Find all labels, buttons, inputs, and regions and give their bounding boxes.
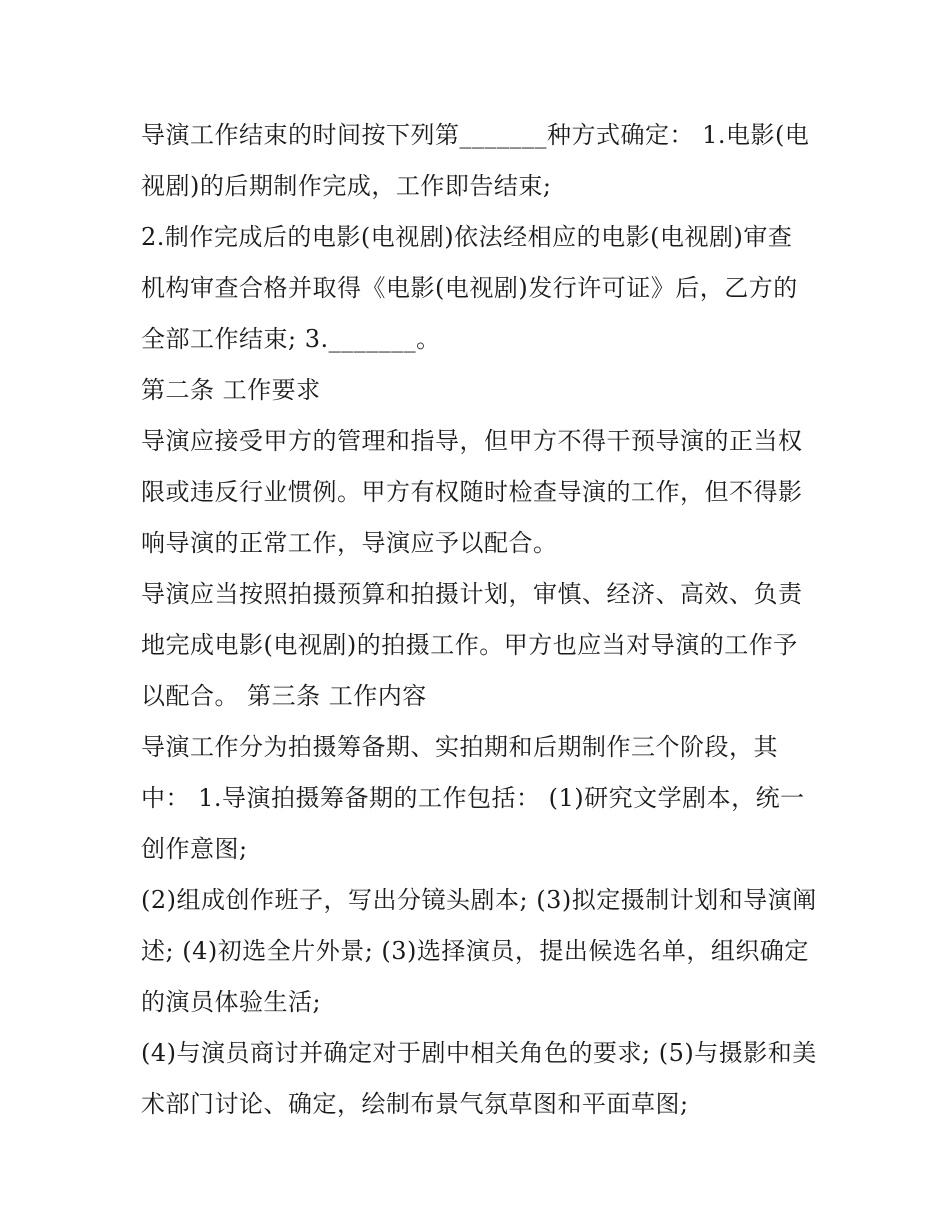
text-line: 响导演的正常工作，导演应予以配合。 xyxy=(141,529,558,557)
text-line: 术部门讨论、确定，绘制布景气氛草图和平面草图; xyxy=(141,1090,689,1118)
text-line: 2.制作完成后的电影(电视剧)依法经相应的电影(电视剧)审查 xyxy=(141,223,793,251)
text-line: 导演应接受甲方的管理和指导，但甲方不得干预导演的正当权 xyxy=(141,427,803,455)
text-line: 全部工作结束; 3._______。 xyxy=(141,325,441,353)
text-line: 中： 1.导演拍摄筹备期的工作包括： (1)研究文学剧本，统一 xyxy=(141,784,805,812)
text-line: 的演员体验生活; xyxy=(141,988,322,1016)
text-line: 机构审查合格并取得《电影(电视剧)发行许可证》后，乙方的 xyxy=(141,274,798,302)
text-line: 限或违反行业惯例。甲方有权随时检查导演的工作，但不得影 xyxy=(141,478,803,506)
text-line: 地完成电影(电视剧)的拍摄工作。甲方也应当对导演的工作予 xyxy=(141,631,798,659)
text-line: (4)与演员商讨并确定对于剧中相关角色的要求; (5)与摄影和美 xyxy=(141,1039,817,1067)
document-body xyxy=(141,110,821,1130)
text-line: 导演工作结束的时间按下列第_______种方式确定： 1.电影(电 xyxy=(141,121,810,149)
text-line: 以配合。 第三条 工作内容 xyxy=(141,682,427,710)
text-line: (2)组成创作班子，写出分镜头剧本; (3)拟定摄制计划和导演阐 xyxy=(141,886,817,914)
text-line: 述; (4)初选全片外景; (3)选择演员，提出候选名单，组织确定 xyxy=(141,937,809,965)
text-line: 导演应当按照拍摄预算和拍摄计划，审慎、经济、高效、负责 xyxy=(141,580,803,608)
text-line: 导演工作分为拍摄筹备期、实拍期和后期制作三个阶段，其 xyxy=(141,733,778,761)
text-line: 创作意图; xyxy=(141,835,248,863)
text-line: 视剧)的后期制作完成，工作即告结束; xyxy=(141,172,552,200)
section-heading: 第二条 工作要求 xyxy=(141,376,321,404)
